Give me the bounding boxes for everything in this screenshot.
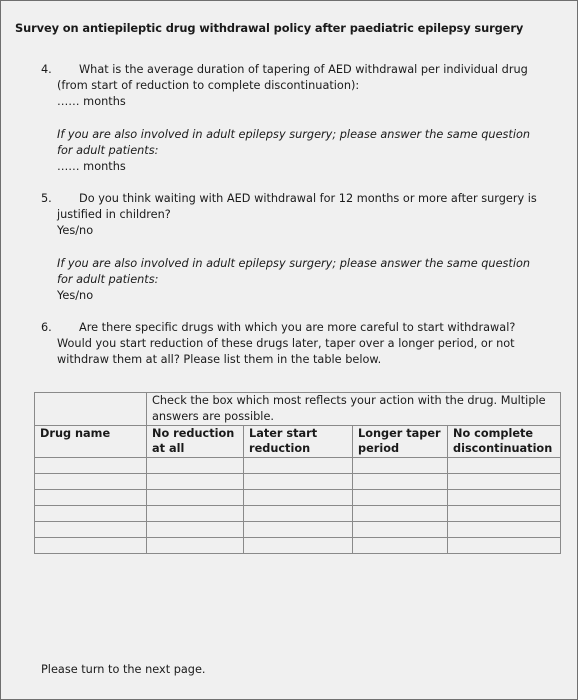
checkbox-cell[interactable] bbox=[244, 522, 353, 538]
adult-note: If you are also involved in adult epilepsy surgery; please answer the same question for adult patients: bbox=[57, 256, 531, 286]
column-header-no-reduction: No reduction at all bbox=[147, 425, 244, 458]
question-6 bbox=[41, 320, 541, 369]
checkbox-cell[interactable] bbox=[353, 490, 448, 506]
column-header-no-complete: No complete discontinuation bbox=[448, 425, 561, 458]
drug-name-cell[interactable] bbox=[35, 506, 147, 522]
drug-name-cell[interactable] bbox=[35, 458, 147, 474]
adult-answer-field[interactable]: Yes/no bbox=[57, 289, 94, 303]
checkbox-cell[interactable] bbox=[353, 474, 448, 490]
question-5 bbox=[41, 191, 541, 304]
table-column-header-row bbox=[35, 425, 561, 458]
adult-answer-field[interactable]: …… months bbox=[57, 160, 126, 174]
checkbox-cell[interactable] bbox=[147, 538, 244, 554]
column-header-longer-taper: Longer taper period bbox=[353, 425, 448, 458]
question-text: Do you think waiting with AED withdrawal for 12 months or more after surgery is justified in children? bbox=[57, 192, 537, 222]
checkbox-cell[interactable] bbox=[353, 506, 448, 522]
drug-table bbox=[34, 392, 561, 554]
checkbox-cell[interactable] bbox=[448, 458, 561, 474]
checkbox-cell[interactable] bbox=[353, 458, 448, 474]
table-row bbox=[35, 538, 561, 554]
table-corner-cell bbox=[35, 393, 147, 426]
table-row bbox=[35, 506, 561, 522]
table-header-row bbox=[35, 393, 561, 426]
checkbox-cell[interactable] bbox=[147, 522, 244, 538]
footer-note: Please turn to the next page. bbox=[41, 663, 206, 676]
checkbox-cell[interactable] bbox=[244, 490, 353, 506]
column-header-drug-name: Drug name bbox=[35, 425, 147, 458]
page-title: Survey on antiepileptic drug withdrawal policy after paediatric epilepsy surgery bbox=[15, 21, 524, 35]
checkbox-cell[interactable] bbox=[244, 538, 353, 554]
checkbox-cell[interactable] bbox=[147, 474, 244, 490]
answer-field[interactable]: …… months bbox=[57, 95, 126, 109]
column-header-later-start: Later start reduction bbox=[244, 425, 353, 458]
table-row bbox=[35, 474, 561, 490]
checkbox-cell[interactable] bbox=[448, 490, 561, 506]
question-number: 5. bbox=[41, 192, 52, 205]
checkbox-cell[interactable] bbox=[147, 458, 244, 474]
checkbox-cell[interactable] bbox=[353, 538, 448, 554]
question-4 bbox=[41, 62, 541, 175]
table-row bbox=[35, 522, 561, 538]
answer-field[interactable]: Yes/no bbox=[57, 224, 94, 238]
drug-name-cell[interactable] bbox=[35, 474, 147, 490]
checkbox-cell[interactable] bbox=[244, 458, 353, 474]
checkbox-cell[interactable] bbox=[244, 506, 353, 522]
checkbox-cell[interactable] bbox=[448, 522, 561, 538]
table-row bbox=[35, 458, 561, 474]
checkbox-cell[interactable] bbox=[147, 490, 244, 506]
question-text: What is the average duration of tapering of AED withdrawal per individual drug (from start of reduction to complete discontinuation): bbox=[57, 63, 528, 93]
checkbox-cell[interactable] bbox=[147, 506, 244, 522]
question-text: Are there specific drugs with which you are more careful to start withdrawal? Would you start reduction of these drugs later, taper over a longer period, or not withdraw them at all? Please list them in the table below. bbox=[57, 321, 516, 367]
question-number: 6. bbox=[41, 321, 52, 334]
table-instruction: Check the box which most reflects your action with the drug. Multiple answers are possible. bbox=[147, 393, 561, 426]
checkbox-cell[interactable] bbox=[448, 538, 561, 554]
adult-note: If you are also involved in adult epilepsy surgery; please answer the same question for adult patients: bbox=[57, 127, 531, 157]
drug-name-cell[interactable] bbox=[35, 538, 147, 554]
table-row bbox=[35, 490, 561, 506]
question-number: 4. bbox=[41, 63, 52, 76]
drug-name-cell[interactable] bbox=[35, 522, 147, 538]
checkbox-cell[interactable] bbox=[448, 474, 561, 490]
checkbox-cell[interactable] bbox=[244, 474, 353, 490]
drug-name-cell[interactable] bbox=[35, 490, 147, 506]
checkbox-cell[interactable] bbox=[353, 522, 448, 538]
checkbox-cell[interactable] bbox=[448, 506, 561, 522]
